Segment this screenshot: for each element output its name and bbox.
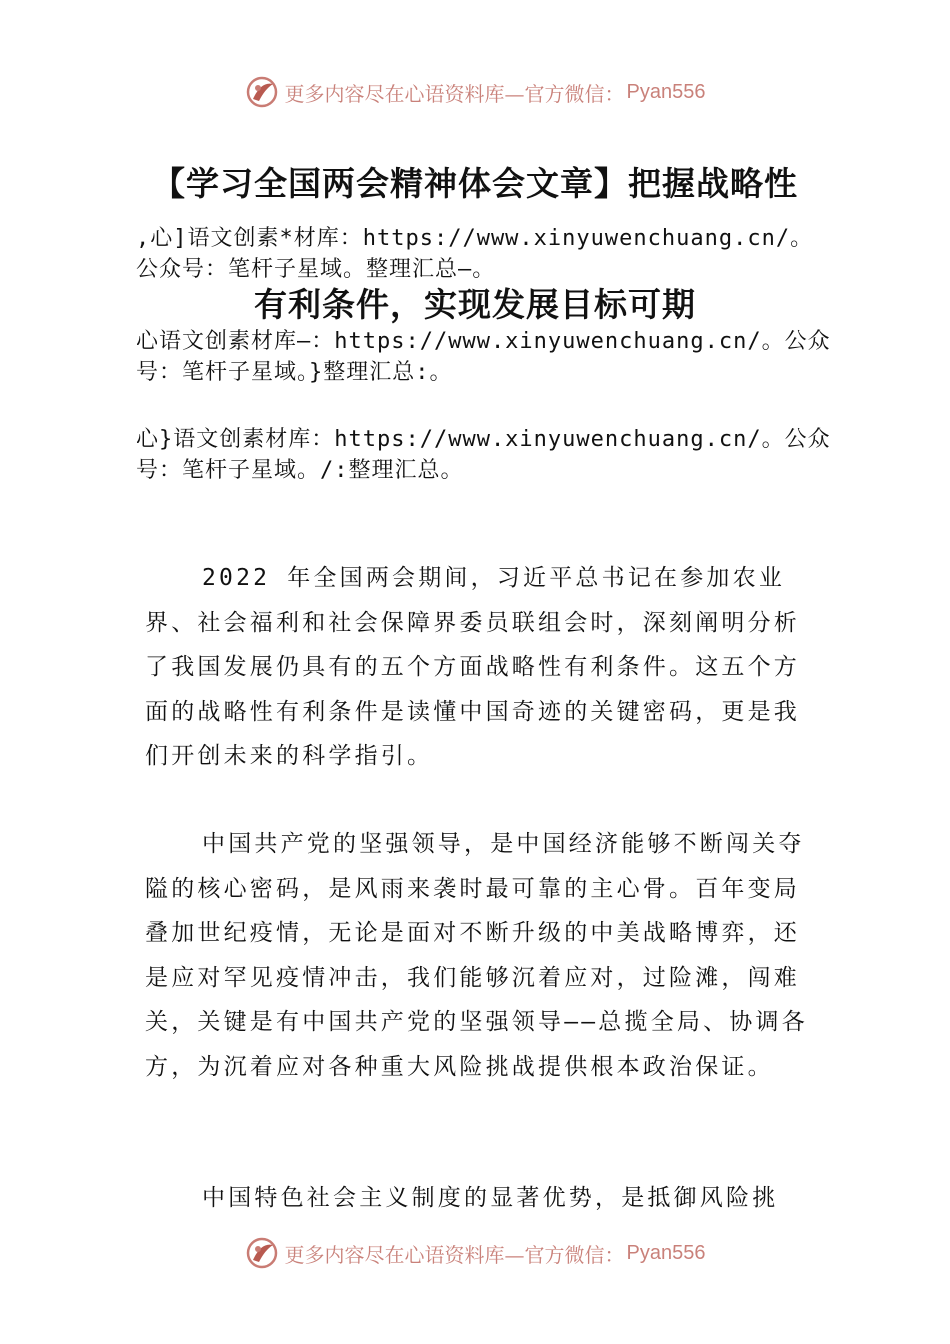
header-banner [0,72,950,112]
source-note-3: 心}语文创素材库：https://www.xinyuwenchuang.cn/。公众号：笔杆子星域。/:整理汇总。 [136,427,831,483]
banner-text: 更多内容尽在心语资料库—官方微信： [284,1242,625,1267]
paragraph-2: 中国共产党的坚强领导，是中国经济能够不断闯关夺隘的核心密码，是风雨来袭时最可靠的主心骨。百年变局叠加世纪疫情，无论是面对不断升级的中美战略博弈，还是应对罕见疫情冲击，我们能够沉着应对，过险滩，闯难关，关键是有中国共产党的坚强领导——总揽全局、协调各方，为沉着应对各种重大风险挑战提供根本政治保证。 [145,831,808,1080]
title-line-1: 【学习全国两会精神体会文章】把握战略性 [152,164,798,203]
banner-handle: Pyan556 [626,1241,706,1264]
logo-icon [245,1236,279,1270]
source-note-2: 心语文创素材库—：https://www.xinyuwenchuang.cn/。公众号：笔杆子星域。}整理汇总:。 [136,329,831,385]
footer-banner [0,1233,950,1273]
source-note-1: ,心]语文创素*材库：https://www.xinyuwenchuang.cn/。公众号：笔杆子星域。整理汇总—。 [136,226,814,282]
paragraph-1: 2022 年全国两会期间，习近平总书记在参加农业界、社会福利和社会保障界委员联组会时，深刻阐明分析了我国发展仍具有的五个方面战略性有利条件。这五个方面的战略性有利条件是读懂中国奇迹的关键密码，更是我们开创未来的科学指引。 [145,565,800,769]
banner-text: 更多内容尽在心语资料库—官方微信： [284,81,625,106]
paragraph-3: 中国特色社会主义制度的显著优势，是抵御风险挑 [202,1185,779,1211]
title-line-2: 有利条件，实现发展目标可期 [254,285,696,324]
banner-handle: Pyan556 [626,80,706,103]
logo-icon [245,75,279,109]
